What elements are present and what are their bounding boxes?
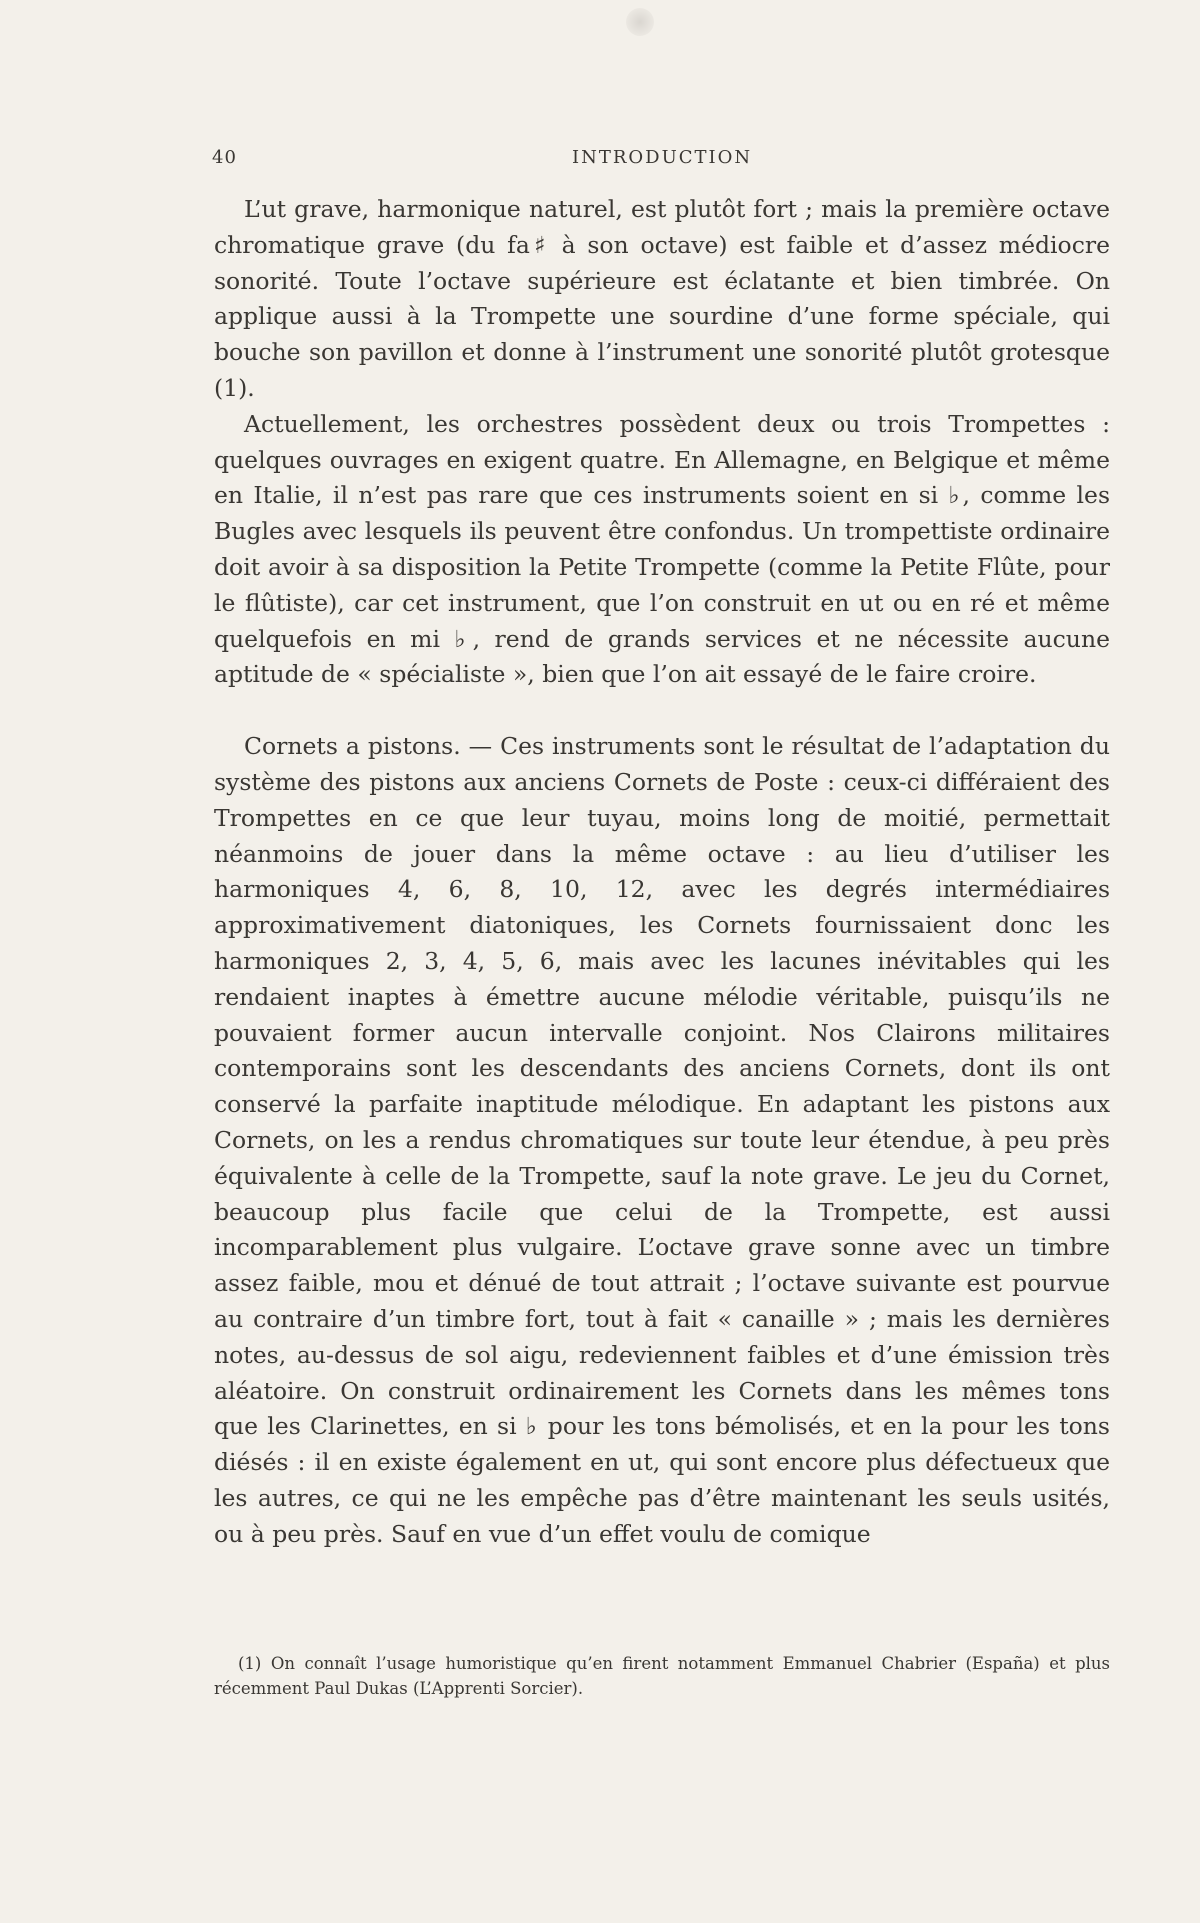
page-header xyxy=(212,147,1136,171)
paragraph-orchestras: Actuellement, les orchestres possèdent deux ou trois Trompettes : quelques ouvrages en exigent quatre. En Allemagne, en Belgique et même en Italie, il n’est pas rare que ces instruments soient en si ♭, comme les Bugles avec lesquels ils peuvent être confondus. Un trompettiste ordinaire doit avoir à sa disposition la Petite Trompette (comme la Petite Flûte, pour le flûtiste), car cet instrument, que l’on construit en ut ou en ré et même quelquefois en mi ♭, rend de grands services et ne nécessite aucune aptitude de « spécialiste », bien que l’on ait essayé de le faire croire. xyxy=(214,409,1110,689)
paragraph-ut-grave: L’ut grave, harmonique naturel, est plutôt fort ; mais la première octave chromatique grave (du fa♯ à son octave) est faible et d’assez médiocre sonorité. Toute l’octave supérieure est éclatante et bien timbrée. On applique aussi à la Trompette une sourdine d’une forme spéciale, qui bouche son pavillon et donne à l’instrument une sonorité plutôt grotesque (1). xyxy=(214,195,1110,402)
page-number: 40 xyxy=(212,147,237,168)
paper-smudge xyxy=(626,8,654,36)
body-text xyxy=(214,192,1110,1552)
footnote-text: (1) On connaît l’usage humoristique qu’en firent notamment Emmanuel Chabrier (España) et plus récemment Paul Dukas (L’Apprenti Sorcier). xyxy=(214,1654,1110,1698)
paragraph-cornets: Cornets a pistons. — Ces instruments sont le résultat de l’adaptation du système des pistons aux anciens Cornets de Poste : ceux-ci différaient des Trompettes en ce que leur tuyau, moins long de moitié, permettait néanmoins de jouer dans la même octave : au lieu d’utiliser les harmoniques 4, 6, 8, 10, 12, avec les degrés intermédiaires approximativement diatoniques, les Cornets fournissaient donc les harmoniques 2, 3, 4, 5, 6, mais avec les lacunes inévitables qui les rendaient inaptes à émettre aucune mélodie véritable, puisqu’ils ne pouvaient former aucun intervalle conjoint. Nos Clairons militaires contemporains sont les descendants des anciens Cornets, dont ils ont conservé la parfaite inaptitude mélodique. En adaptant les pistons aux Cornets, on les a rendus chromatiques sur toute leur étendue, à peu près équivalente à celle de la Trompette, sauf la note grave. Le jeu du Cornet, beaucoup plus facile que celui de la Trompette, est aussi incomparablement plus vulgaire. L’octave grave sonne avec un timbre assez faible, mou et dénué de tout attrait ; l’octave suivante est pourvue au contraire d’un timbre fort, tout à fait « canaille » ; mais les dernières notes, au-dessus de sol aigu, redeviennent faibles et d’une émission très aléatoire. On construit ordinairement les Cornets dans les mêmes tons que les Clarinettes, en si ♭ pour les tons bémolisés, et en la pour les tons diésés : il en existe également en ut, qui sont encore plus défectueux que les autres, ce qui ne les empêche pas d’être maintenant les seuls usités, ou à peu près. Sauf en vue d’un effet voulu de comique xyxy=(214,732,1110,1548)
running-head: INTRODUCTION xyxy=(572,147,753,168)
footnote xyxy=(214,1651,1110,1701)
